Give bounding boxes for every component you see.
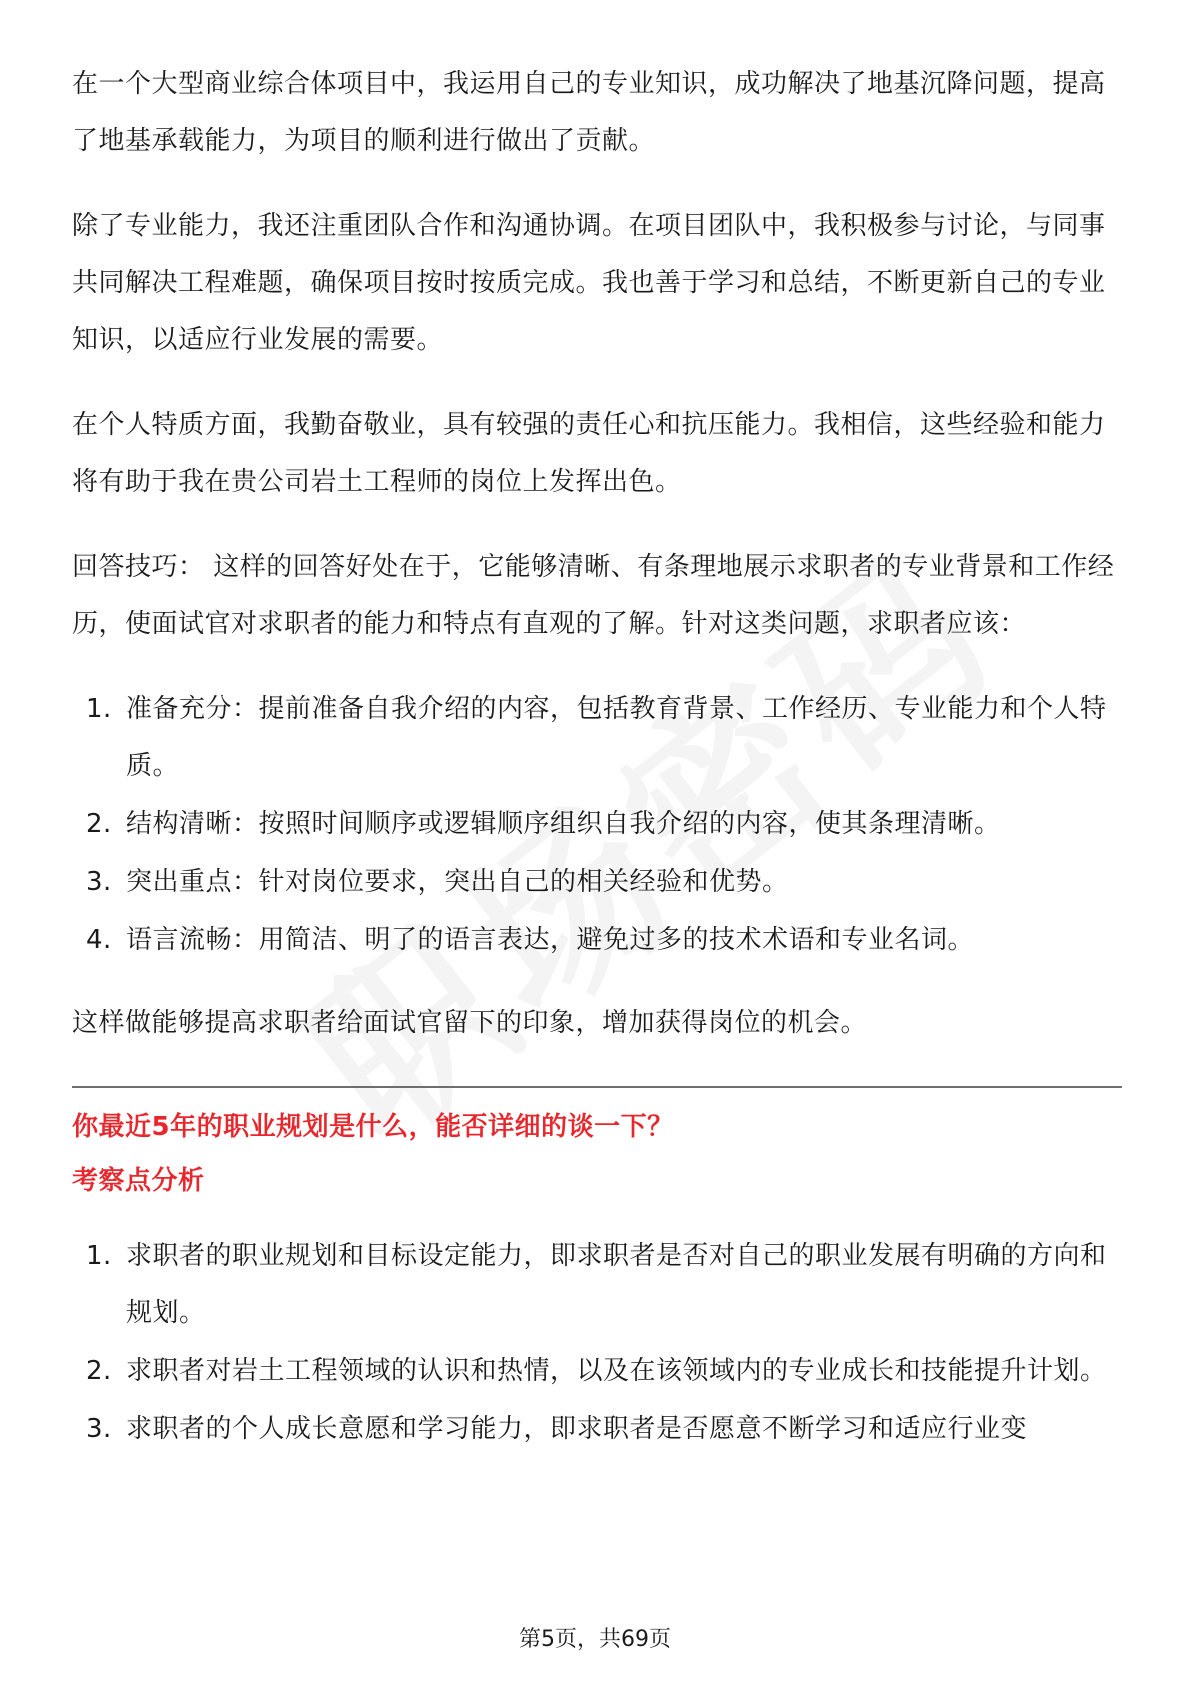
list-item: 4. 语言流畅：用简洁、明了的语言表达，避免过多的技术术语和专业名词。 <box>86 925 975 955</box>
page-footer: 第5页，共69页 <box>519 1627 671 1652</box>
analysis-heading: 考察点分析 <box>72 1166 205 1196</box>
list-item: 3. 突出重点：针对岗位要求，突出自己的相关经验和优势。 <box>86 867 789 897</box>
paragraph-answer-tips: 回答技巧： 这样的回答好处在于，它能够清晰、有条理地展示求职者的专业背景和工作经历，使面试官对求职者的能力和特点有直观的了解。针对这类问题，求职者应该： <box>72 552 1115 639</box>
paragraph-teamwork: 除了专业能力，我还注重团队合作和沟通协调。在项目团队中，我积极参与讨论，与同事共同解决工程难题，确保项目按时按质完成。我也善于学习和总结，不断更新自己的专业知识，以适应行业发展的需要。 <box>72 211 1106 355</box>
section-divider <box>72 1086 1122 1088</box>
list-item: 2. 求职者对岩土工程领域的认识和热情，以及在该领域内的专业成长和技能提升计划。 <box>86 1356 1107 1386</box>
list-item: 2. 结构清晰：按照时间顺序或逻辑顺序组织自我介绍的内容，使其条理清晰。 <box>86 809 1001 839</box>
list-item: 1. 求职者的职业规划和目标设定能力，即求职者是否对自己的职业发展有明确的方向和规划。 <box>86 1241 1107 1328</box>
document-body <box>72 56 1122 1484</box>
question-title: 你最近5年的职业规划是什么，能否详细的谈一下？ <box>72 1112 674 1142</box>
list-item: 3. 求职者的个人成长意愿和学习能力，即求职者是否愿意不断学习和适应行业变 <box>86 1414 1028 1444</box>
analysis-list <box>72 1228 1122 1458</box>
paragraph-project: 在一个大型商业综合体项目中，我运用自己的专业知识，成功解决了地基沉降问题，提高了地基承载能力，为项目的顺利进行做出了贡献。 <box>72 69 1106 156</box>
paragraph-closing: 这样做能够提高求职者给面试官留下的印象，增加获得岗位的机会。 <box>72 1008 868 1038</box>
paragraph-traits: 在个人特质方面，我勤奋敬业，具有较强的责任心和抗压能力。我相信，这些经验和能力将有助于我在贵公司岩土工程师的岗位上发挥出色。 <box>72 410 1106 497</box>
tips-list <box>72 681 1122 969</box>
list-item: 1. 准备充分：提前准备自我介绍的内容，包括教育背景、工作经历、专业能力和个人特质。 <box>86 694 1107 781</box>
